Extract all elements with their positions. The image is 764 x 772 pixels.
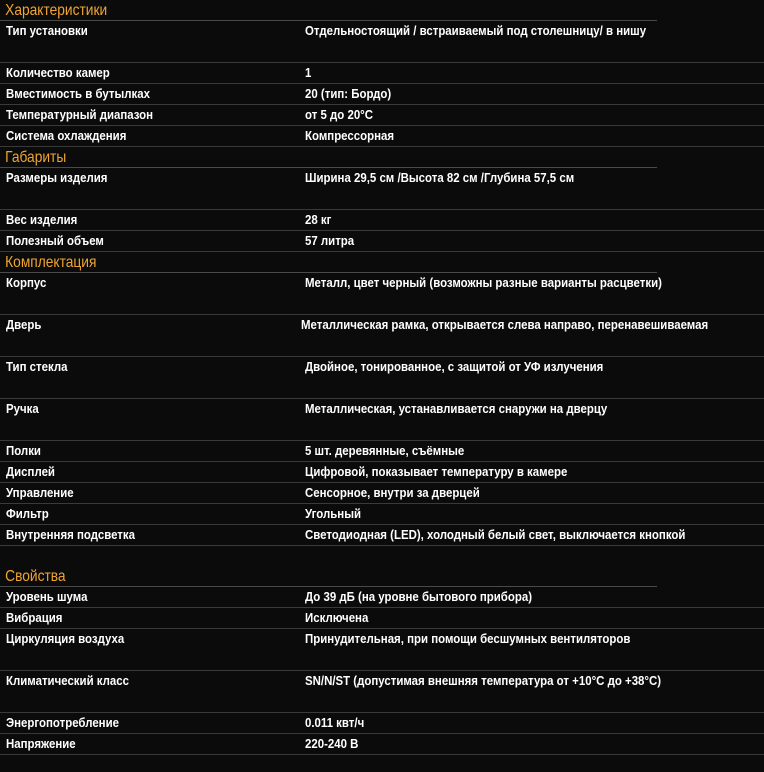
spec-label: Энергопотребление (6, 715, 119, 730)
spec-row (0, 734, 764, 755)
section-title: Свойства (0, 566, 657, 587)
spec-label: Полки (6, 443, 41, 458)
spec-label: Управление (6, 485, 74, 500)
spec-label: Количество камер (6, 65, 110, 80)
section-properties (0, 566, 764, 755)
spec-label: Фильтр (6, 506, 49, 521)
section-title: Характеристики (0, 0, 657, 21)
spec-value: SN/N/ST (допустимая внешняя температура от +10°С до +38°С) (305, 673, 662, 688)
spec-label: Тип стекла (6, 359, 68, 374)
spec-value: Компрессорная (305, 128, 395, 143)
spec-row (0, 504, 764, 525)
spec-value: Отдельностоящий / встраиваемый под столешницу/ в нишу (305, 23, 647, 38)
spec-label: Корпус (6, 275, 47, 290)
spec-value: Исключена (305, 610, 369, 625)
spec-row (0, 168, 764, 210)
spec-value: 28 кг (305, 212, 332, 227)
spec-value: Сенсорное, внутри за дверцей (305, 485, 480, 500)
spec-value: от 5 до 20°С (305, 107, 374, 122)
spec-label: Полезный объем (6, 233, 104, 248)
spec-label: Система охлаждения (6, 128, 127, 143)
spec-row (0, 713, 764, 734)
spec-label: Размеры изделия (6, 170, 108, 185)
spec-value: 1 (305, 65, 312, 80)
spec-label: Циркуляция воздуха (6, 631, 125, 646)
spec-row (0, 357, 764, 399)
spec-value: Двойное, тонированное, с защитой от УФ излучения (305, 359, 604, 374)
section-title: Габариты (0, 147, 657, 168)
spec-row (0, 441, 764, 462)
spec-row (0, 483, 764, 504)
spec-label: Климатический класс (6, 673, 130, 688)
spec-value: До 39 дБ (на уровне бытового прибора) (305, 589, 533, 604)
spec-value: 57 литра (305, 233, 355, 248)
spec-label: Тип установки (6, 23, 88, 38)
spec-row (0, 84, 764, 105)
spec-value: 20 (тип: Бордо) (305, 86, 392, 101)
spec-row (0, 671, 764, 713)
spec-label: Дисплей (6, 464, 55, 479)
spec-label: Дверь (6, 317, 42, 332)
spec-value: Цифровой, показывает температуру в камере (305, 464, 568, 479)
spec-value: 0.011 квт/ч (305, 715, 365, 730)
spec-value: Принудительная, при помощи бесшумных вентиляторов (305, 631, 631, 646)
spec-label: Напряжение (6, 736, 76, 751)
spec-label: Вместимость в бутылках (6, 86, 150, 101)
spec-row (0, 21, 764, 63)
spec-row (0, 273, 764, 315)
spec-label: Внутренняя подсветка (6, 527, 135, 542)
spec-value: Угольный (305, 506, 362, 521)
spec-label: Ручка (6, 401, 39, 416)
spec-row (0, 525, 764, 546)
spec-label: Вес изделия (6, 212, 78, 227)
section-title: Комплектация (0, 252, 657, 273)
spec-value: Светодиодная (LED), холодный белый свет, выключается кнопкой (305, 527, 686, 542)
section-equipment (0, 252, 764, 546)
spec-row (0, 608, 764, 629)
spec-row (0, 587, 764, 608)
spec-label: Температурный диапазон (6, 107, 154, 122)
spec-value: Металлическая, устанавливается снаружи на дверцу (305, 401, 608, 416)
spec-value: Металл, цвет черный (возможны разные варианты расцветки) (305, 275, 662, 290)
spec-value: 5 шт. деревянные, съёмные (305, 443, 465, 458)
spec-row (0, 462, 764, 483)
spec-value: Ширина 29,5 см /Высота 82 см /Глубина 57,5 см (305, 170, 575, 185)
spec-label: Уровень шума (6, 589, 88, 604)
spec-row (0, 210, 764, 231)
spec-value: 220-240 В (305, 736, 359, 751)
spec-row (0, 126, 764, 147)
spec-value: Металлическая рамка, открывается слева направо, перенавешиваемая (301, 317, 709, 332)
spec-row (0, 63, 764, 84)
spec-row (0, 105, 764, 126)
spec-label: Вибрация (6, 610, 63, 625)
section-dimensions (0, 147, 764, 252)
spec-row (0, 231, 764, 252)
section-characteristics (0, 0, 764, 147)
spec-row (0, 315, 764, 357)
spec-row (0, 629, 764, 671)
spec-row (0, 399, 764, 441)
